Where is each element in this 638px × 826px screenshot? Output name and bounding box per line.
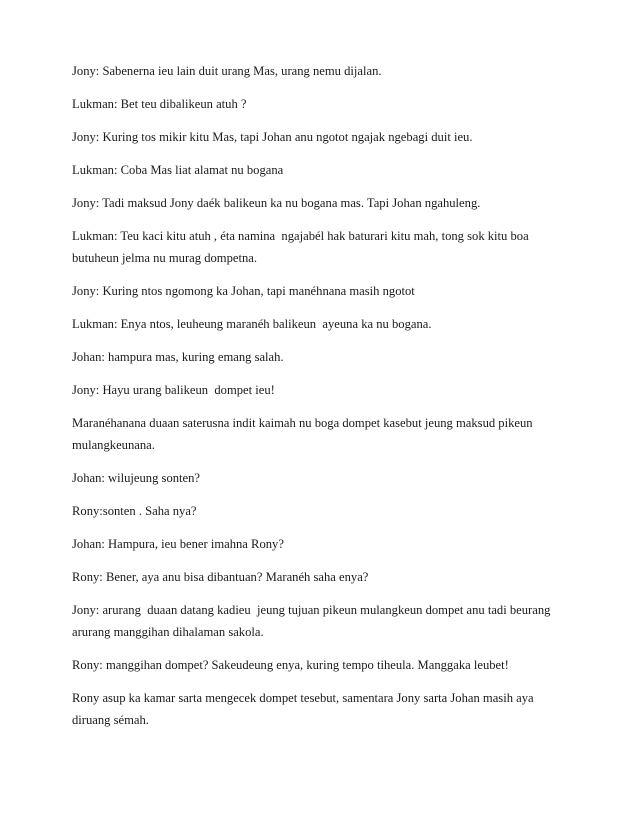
dialogue-line: Jony: Kuring ntos ngomong ka Johan, tapi manéhnana masih ngotot [72, 284, 415, 298]
dialogue-line: Rony:sonten . Saha nya? [72, 504, 197, 518]
narration-paragraph: Rony asup ka kamar sarta mengecek dompet tesebut, samentara Jony sarta Johan masih aya diruang sémah. [72, 691, 537, 727]
dialogue-line: Lukman: Teu kaci kitu atuh , éta namina ngajabél hak baturari kitu mah, tong sok kitu boa butuheun jelma nu murag dompetna. [72, 229, 532, 265]
dialogue-line: Jony: arurang duaan datang kadieu jeung tujuan pikeun mulangkeun dompet anu tadi beurang arurang manggihan dihalaman sakola. [72, 603, 554, 639]
dialogue-line: Jony: Tadi maksud Jony daék balikeun ka nu bogana mas. Tapi Johan ngahuleng. [72, 196, 481, 210]
dialogue-line: Lukman: Enya ntos, leuheung maranéh balikeun ayeuna ka nu bogana. [72, 317, 432, 331]
dialogue-line: Lukman: Coba Mas liat alamat nu bogana [72, 163, 284, 177]
dialogue-line: Johan: wilujeung sonten? [72, 471, 201, 485]
dialogue-line: Jony: Hayu urang balikeun dompet ieu! [72, 383, 275, 397]
dialogue-line: Lukman: Bet teu dibalikeun atuh ? [72, 97, 247, 111]
narration-paragraph: Maranéhanana duaan saterusna indit kaimah nu boga dompet kasebut jeung maksud pikeun mulangkeunana. [72, 416, 536, 452]
dialogue-line: Rony: manggihan dompet? Sakeudeung enya, kuring tempo tiheula. Manggaka leubet! [72, 658, 509, 672]
dialogue-line: Johan: Hampura, ieu bener imahna Rony? [72, 537, 284, 551]
dialogue-line: Johan: hampura mas, kuring emang salah. [72, 350, 284, 364]
dialogue-line: Rony: Bener, aya anu bisa dibantuan? Maranéh saha enya? [72, 570, 369, 584]
document-body [72, 60, 572, 742]
dialogue-line: Jony: Kuring tos mikir kitu Mas, tapi Johan anu ngotot ngajak ngebagi duit ieu. [72, 130, 473, 144]
dialogue-line: Jony: Sabenerna ieu lain duit urang Mas, urang nemu dijalan. [72, 64, 382, 78]
